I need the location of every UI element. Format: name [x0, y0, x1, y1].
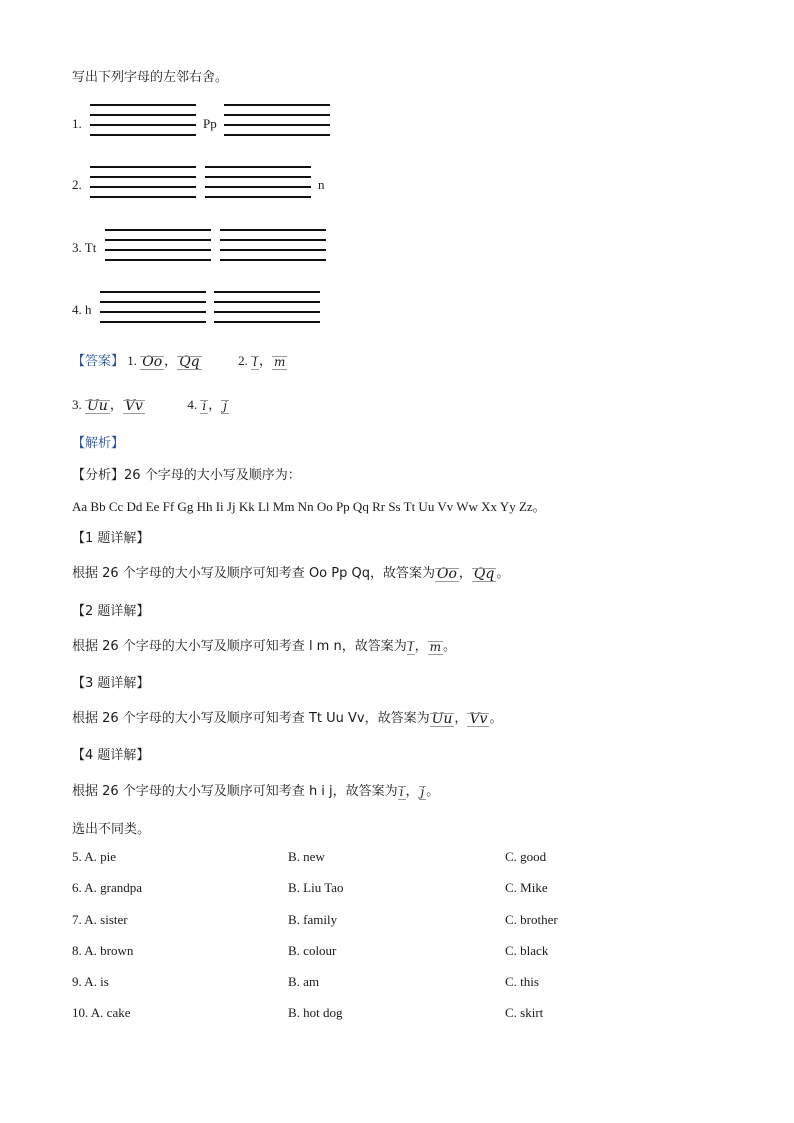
- detail-text: 根据 26 个字母的大小写及顺序可知考查 l m n，故答案为: [72, 639, 407, 654]
- question-option-a[interactable]: 6. A. grandpa: [72, 880, 143, 895]
- question-option-a[interactable]: 7. A. sister: [72, 912, 128, 927]
- detail-text-row: [72, 635, 456, 655]
- answer-letter: Uu: [431, 710, 453, 727]
- detail-text-row: [72, 562, 509, 582]
- answer-number: 4.: [187, 397, 198, 412]
- fenxi-text: 26 个字母的大小写及顺序为：: [124, 468, 301, 483]
- comma: ，: [109, 397, 123, 412]
- answer-letter: i: [399, 784, 404, 799]
- period: 。: [442, 639, 456, 654]
- comma: ，: [208, 397, 222, 412]
- question-option-b[interactable]: B. am: [288, 974, 320, 989]
- section-heading: 写出下列字母的左邻右舍。: [72, 70, 229, 85]
- detail-title: 【3 题详解】: [72, 676, 150, 691]
- answer-letter: m: [429, 639, 441, 654]
- answer-number: 1.: [127, 353, 138, 368]
- detail-text: 根据 26 个字母的大小写及顺序可知考查 h i j，故答案为: [72, 784, 398, 799]
- question-option-c[interactable]: C. black: [505, 943, 549, 958]
- fenxi-row: [72, 464, 301, 483]
- detail-text-row: [72, 780, 439, 800]
- answer-letter: Oo: [436, 565, 457, 582]
- question-option-a[interactable]: 10. A. cake: [72, 1005, 131, 1020]
- question-option-c[interactable]: C. brother: [505, 912, 558, 927]
- comma: ，: [405, 784, 419, 799]
- question-option-b[interactable]: B. colour: [288, 943, 337, 958]
- given-letter: n: [318, 177, 325, 192]
- answer-letter: l: [408, 639, 413, 654]
- answer-letter: Qq: [473, 565, 495, 582]
- question-option-c[interactable]: C. skirt: [505, 1005, 544, 1020]
- item-number: 1.: [72, 116, 82, 131]
- writing-lines-left[interactable]: [90, 104, 196, 136]
- item-number-with-letter: 4. h: [72, 302, 92, 317]
- answer-row: [72, 350, 287, 370]
- comma: ，: [164, 353, 178, 368]
- answer-row: [72, 394, 229, 414]
- item-number-with-letter: 3. Tt: [72, 240, 97, 255]
- writing-lines-left[interactable]: [105, 229, 211, 261]
- answer-letter: i: [202, 399, 207, 414]
- answer-letter: Vv: [124, 398, 143, 415]
- question-option-b[interactable]: B. new: [288, 849, 325, 864]
- answer-letter: j: [223, 399, 227, 414]
- alphabet-text: Aa Bb Cc Dd Ee Ff Gg Hh Ii Jj Kk Ll Mm Nn Oo Pp Qq Rr Ss Tt Uu Vv Ww Xx Yy Zz。: [72, 499, 546, 514]
- detail-title: 【4 题详解】: [72, 748, 150, 763]
- answer-letter: Vv: [469, 710, 488, 727]
- answer-letter: j: [420, 784, 425, 799]
- question-option-c[interactable]: C. good: [505, 849, 547, 864]
- comma: ，: [414, 639, 428, 654]
- question-option-b[interactable]: B. family: [288, 912, 338, 927]
- answer-label: 【答案】: [72, 354, 125, 369]
- answer-letter: Qq: [179, 354, 200, 371]
- question-option-c[interactable]: C. Mike: [505, 880, 548, 895]
- given-letter: Pp: [203, 116, 217, 131]
- detail-title: 【1 题详解】: [72, 531, 150, 546]
- question-option-a[interactable]: 5. A. pie: [72, 849, 117, 864]
- answer-letter: l: [253, 355, 257, 370]
- answer-letter: Uu: [87, 398, 108, 415]
- writing-lines-right[interactable]: [224, 104, 330, 136]
- writing-lines-left[interactable]: [100, 291, 206, 323]
- writing-lines-left[interactable]: [90, 166, 196, 198]
- period: 。: [426, 784, 440, 799]
- comma: ，: [454, 711, 468, 726]
- question-option-a[interactable]: 8. A. brown: [72, 943, 134, 958]
- answer-number: 3.: [72, 397, 82, 412]
- analysis-label: 【解析】: [72, 436, 125, 451]
- detail-text: 根据 26 个字母的大小写及顺序可知考查 Oo Pp Qq，故答案为: [72, 566, 435, 581]
- writing-lines-right[interactable]: [220, 229, 326, 261]
- writing-lines-right[interactable]: [214, 291, 320, 323]
- question-option-b[interactable]: B. Liu Tao: [288, 880, 344, 895]
- period: 。: [489, 711, 503, 726]
- fenxi-label: 【分析】: [72, 468, 125, 483]
- answer-letter: Oo: [142, 354, 163, 371]
- answer-number: 2.: [238, 353, 248, 368]
- question-option-a[interactable]: 9. A. is: [72, 974, 109, 989]
- item-number: 2.: [72, 177, 82, 192]
- detail-text: 根据 26 个字母的大小写及顺序可知考查 Tt Uu Vv，故答案为: [72, 711, 430, 726]
- writing-lines-right[interactable]: [205, 166, 311, 198]
- answer-letter: m: [274, 355, 286, 370]
- period: 。: [496, 566, 510, 581]
- question-option-b[interactable]: B. hot dog: [288, 1005, 343, 1020]
- detail-text-row: [72, 707, 502, 727]
- question-option-c[interactable]: C. this: [505, 974, 539, 989]
- comma: ，: [458, 566, 472, 581]
- section-heading: 选出不同类。: [72, 822, 151, 837]
- detail-title: 【2 题详解】: [72, 604, 150, 619]
- comma: ，: [258, 353, 272, 368]
